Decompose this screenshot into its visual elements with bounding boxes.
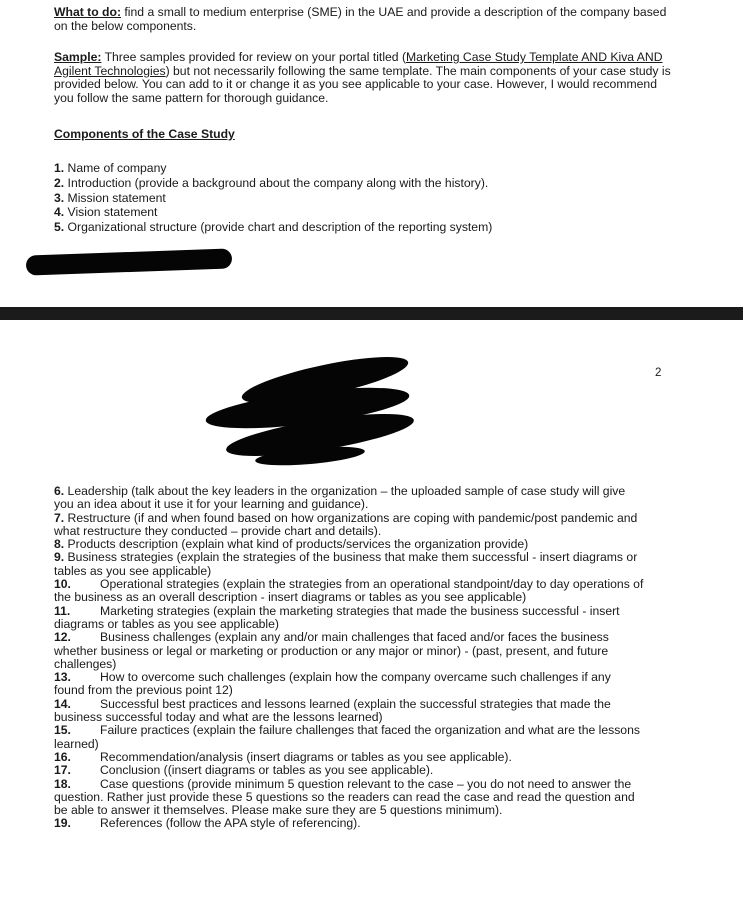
redaction-mark: [26, 248, 233, 275]
list-item: 11. Marketing strategies (explain the marketing strategies that made the business successful - insert diagrams or tables as you see applicable): [54, 603, 620, 631]
list-item: 15. Failure practices (explain the failure challenges that faced the organization and what are the lessons learned): [54, 723, 640, 751]
list-item: 1. Name of company: [54, 161, 167, 175]
list-item: 9. Business strategies (explain the strategies of the business that make them successful - insert diagrams or tables as you see applicable): [54, 550, 638, 578]
list-item: 7. Restructure (if and when found based on how organizations are coping with pandemic/post pandemic and what restructure they conducted – provide chart and details).: [54, 510, 638, 538]
page-number: 2: [655, 367, 662, 379]
list-item: 2. Introduction (provide a background about the company along with the history).: [54, 175, 489, 190]
remaining-components-list: [54, 485, 644, 831]
list-item: 3. Mission statement: [54, 190, 166, 205]
list-item: 8. Products description (explain what kind of products/services the organization provide): [54, 537, 529, 552]
sample-text-end: ) but not necessarily following the same template. The main components of your case study is provided below. You can add to it or change it as you see applicable to your case. However, I would recommend you follow the same pattern for thorough guidance.: [54, 63, 671, 105]
list-item: 12. Business challenges (explain any and/or main challenges that faced and/or faces the business whether business or legal or marketing or production or any major or minor) - (past, present, and future challenges): [54, 630, 609, 671]
sample-text-start: Three samples provided for review on your portal titled (: [101, 50, 407, 64]
list-item: 14. Successful best practices and lessons learned (explain the successful strategies that made the business successful today and what are the lessons learned): [54, 696, 611, 725]
list-item: 13. How to overcome such challenges (explain how the company overcame such challenges if any found from the previous point 12): [54, 670, 611, 698]
list-item: 16. Recommendation/analysis (insert diagrams or tables as you see applicable).: [54, 749, 512, 764]
list-item: 18. Case questions (provide minimum 5 question relevant to the case – you do not need to answer the question. Rather just provide these 5 questions so the readers can read the case and read the question and be able to answer it themselves. Please make sure they are 5 questions minimum).: [54, 776, 635, 818]
what-to-do-text: find a small to medium enterprise (SME) in the UAE and provide a description of the company based on the below components.: [54, 5, 667, 33]
list-item: 6. Leadership (talk about the key leaders in the organization – the uploaded sample of case study will give you an idea about it use it for your learning and guidance).: [54, 484, 626, 512]
list-item: 19. References (follow the APA style of referencing).: [54, 816, 361, 831]
components-heading: Components of the Case Study: [54, 127, 235, 141]
sample-label: Sample:: [54, 50, 102, 64]
list-item: 4. Vision statement: [54, 205, 158, 220]
list-item: 5. Organizational structure (provide chart and description of the reporting system): [54, 220, 493, 235]
what-to-do-paragraph: [54, 6, 674, 33]
sample-paragraph: [54, 51, 674, 105]
document-page-1: [0, 0, 743, 307]
list-item: 17. Conclusion ((insert diagrams or tables as you see applicable).: [54, 763, 434, 778]
components-list: [54, 161, 694, 235]
list-item: 10. Operational strategies (explain the strategies from an operational standpoint/day to day operations of the business as an overall description - insert diagrams or tables as you see applicable): [54, 577, 644, 605]
page-separator: [0, 307, 743, 320]
sample-templates-link: Marketing Case Study Template AND Kiva AND Agilent Technologies: [54, 50, 663, 78]
what-to-do-label: What to do:: [54, 5, 122, 19]
